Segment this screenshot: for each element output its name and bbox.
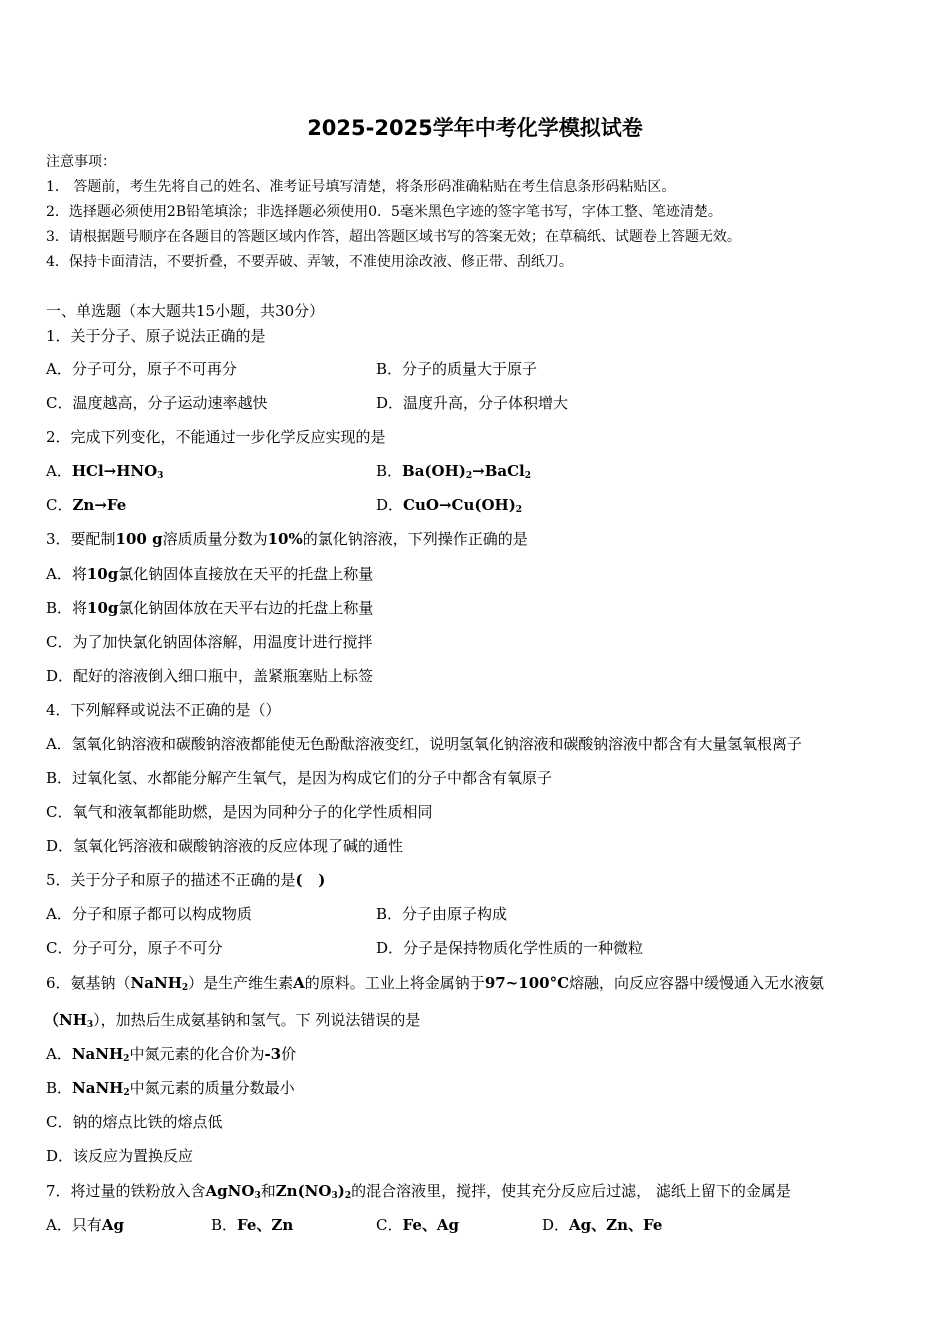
option-value: Ag bbox=[101, 1216, 124, 1234]
option-value: 10g bbox=[86, 565, 119, 583]
q2-option-a bbox=[46, 461, 163, 481]
subscript: 2 bbox=[515, 505, 523, 515]
subscript: 2 bbox=[181, 983, 189, 993]
option-value: Fe、Ag bbox=[402, 1216, 459, 1234]
q5-option-d: D．分子是保持物质化学性质的一种微粒 bbox=[376, 939, 644, 957]
formula: Zn(NO bbox=[275, 1182, 332, 1200]
q4-option-a: A．氢氧化钠溶液和碳酸钠溶液都能使无色酚酞溶液变红，说明氢氧化钠溶液和碳酸钠溶液中都含有大量氢氧根离子 bbox=[46, 735, 802, 753]
q3-option-d: D．配好的溶液倒入细口瓶中，盖紧瓶塞贴上标签 bbox=[46, 667, 374, 685]
subscript: 3 bbox=[157, 471, 164, 481]
section-heading: 一、单选题（本大题共15小题，共30分） bbox=[46, 302, 325, 320]
formula: Zn→Fe bbox=[72, 496, 127, 514]
stem-text: 5．关于分子和原子的描述不正确的是 bbox=[46, 871, 296, 889]
stem-text: 的原料。工业上将金属钠于 bbox=[304, 974, 485, 992]
option-label: B． bbox=[211, 1216, 238, 1234]
formula: NaNH bbox=[71, 1045, 124, 1063]
subscript: 3 bbox=[254, 1191, 261, 1201]
option-text: 氯化钠固体放在天平右边的托盘上称量 bbox=[118, 599, 374, 617]
formula: （NH bbox=[44, 1011, 87, 1029]
stem-text: 溶质质量分数为 bbox=[162, 530, 268, 548]
q7-option-d bbox=[542, 1215, 662, 1235]
subscript: 2 bbox=[123, 1088, 130, 1098]
stem-value: A bbox=[293, 974, 305, 992]
q6-option-c: C．钠的熔点比铁的熔点低 bbox=[46, 1113, 223, 1131]
q5-option-a: A．分子和原子都可以构成物质 bbox=[46, 905, 252, 923]
q6-option-b bbox=[46, 1078, 295, 1098]
q6-option-a bbox=[46, 1044, 296, 1064]
question-3-stem bbox=[46, 529, 528, 549]
notice-heading: 注意事项： bbox=[46, 154, 116, 170]
option-label: D． bbox=[542, 1216, 570, 1234]
page-title: 2025-2025学年中考化学模拟试卷 bbox=[307, 116, 643, 140]
option-value: -3 bbox=[264, 1045, 282, 1063]
option-value: 10g bbox=[87, 599, 119, 617]
option-value: Fe、Zn bbox=[237, 1216, 294, 1234]
q1-option-c: C．温度越高，分子运动速率越快 bbox=[46, 394, 268, 412]
subscript: 2 bbox=[123, 1054, 130, 1064]
stem-text: ）是生产维生素 bbox=[188, 974, 294, 992]
q7-option-a bbox=[46, 1215, 124, 1235]
q5-option-b: B．分子由原子构成 bbox=[376, 905, 508, 923]
subscript: 2 bbox=[344, 1191, 352, 1201]
option-text: B．将 bbox=[46, 599, 88, 617]
q7-option-b bbox=[211, 1215, 293, 1235]
subscript: 3 bbox=[331, 1191, 338, 1201]
q7-option-c bbox=[376, 1215, 459, 1235]
option-label: D． bbox=[376, 496, 404, 514]
option-label: C． bbox=[376, 1216, 403, 1234]
option-label: A． bbox=[46, 1045, 72, 1063]
question-1-stem: 1．关于分子、原子说法正确的是 bbox=[46, 327, 266, 345]
subscript: 3 bbox=[86, 1020, 94, 1030]
formula: ) bbox=[337, 1182, 345, 1200]
question-6-stem-line-2 bbox=[44, 1010, 420, 1030]
option-label: B． bbox=[46, 1079, 73, 1097]
q2-option-b bbox=[376, 461, 531, 481]
q1-option-b: B．分子的质量大于原子 bbox=[376, 360, 538, 378]
option-text: 中氮元素的质量分数最小 bbox=[129, 1079, 295, 1097]
q5-option-c: C．分子可分，原子不可分 bbox=[46, 939, 223, 957]
option-label: C． bbox=[46, 496, 73, 514]
q1-option-d: D．温度升高，分子体积增大 bbox=[376, 394, 569, 412]
formula: AgNO bbox=[205, 1182, 255, 1200]
q4-option-c: C．氧气和液氧都能助燃，是因为同种分子的化学性质相同 bbox=[46, 803, 433, 821]
subscript: 2 bbox=[524, 471, 532, 481]
question-7-stem bbox=[46, 1181, 791, 1201]
q3-option-b bbox=[46, 598, 373, 618]
subscript: 2 bbox=[465, 471, 473, 481]
notice-item-1: 1． 答题前，考生先将自己的姓名、准考证号填写清楚，将条形码准确粘贴在考生信息条形码粘贴区。 bbox=[46, 179, 676, 195]
stem-value: 10% bbox=[267, 530, 303, 548]
q4-option-d: D．氢氧化钙溶液和碳酸钠溶液的反应体现了碱的通性 bbox=[46, 837, 404, 855]
q1-option-a: A．分子可分，原子不可再分 bbox=[46, 360, 237, 378]
notice-item-2: 2．选择题必须使用2B铅笔填涂；非选择题必须使用0．5毫米黑色字迹的签字笔书写，字体工整、笔迹清楚。 bbox=[46, 204, 722, 220]
option-value: Ag、Zn、Fe bbox=[569, 1216, 663, 1234]
question-6-stem-line-1 bbox=[46, 973, 824, 993]
notice-item-4: 4．保持卡面清洁，不要折叠，不要弄破、弄皱，不准使用涂改液、修正带、刮纸刀。 bbox=[46, 254, 573, 270]
answer-blank: ( ) bbox=[295, 871, 326, 889]
option-label: A． bbox=[46, 462, 72, 480]
stem-text: 的混合溶液里，搅拌，使其充分反应后过滤， 滤纸上留下的金属是 bbox=[351, 1182, 791, 1200]
stem-value: 100 g bbox=[115, 530, 163, 548]
stem-text: 的氯化钠溶液，下列操作正确的是 bbox=[302, 530, 528, 548]
stem-text: ），加热后生成氨基钠和氢气。下 列说法错误的是 bbox=[93, 1011, 421, 1029]
notice-item-3: 3．请根据题号顺序在各题目的答题区域内作答，超出答题区域书写的答案无效；在草稿纸、试题卷上答题无效。 bbox=[46, 229, 741, 245]
q3-option-a bbox=[46, 564, 373, 584]
q2-option-d bbox=[376, 495, 522, 515]
stem-value: 97~100°C bbox=[484, 974, 570, 992]
stem-text: 和 bbox=[260, 1182, 276, 1200]
formula: CuO→Cu(OH) bbox=[403, 496, 516, 514]
q2-option-c bbox=[46, 495, 126, 515]
stem-text: 7．将过量的铁粉放入含 bbox=[46, 1182, 206, 1200]
stem-text: 熔融，向反应容器中缓慢通入无水液氨 bbox=[569, 974, 825, 992]
formula: NaNH bbox=[130, 974, 182, 992]
q3-option-c: C．为了加快氯化钠固体溶解，用温度计进行搅拌 bbox=[46, 633, 373, 651]
question-2-stem: 2．完成下列变化，不能通过一步化学反应实现的是 bbox=[46, 428, 386, 446]
question-5-stem bbox=[46, 870, 325, 890]
stem-text: 6．氨基钠（ bbox=[46, 974, 131, 992]
option-text: 价 bbox=[281, 1045, 297, 1063]
question-4-stem: 4．下列解释或说法不正确的是（） bbox=[46, 701, 281, 719]
option-text: A．将 bbox=[46, 565, 87, 583]
q6-option-d: D．该反应为置换反应 bbox=[46, 1147, 194, 1165]
stem-text: 3．要配制 bbox=[46, 530, 116, 548]
formula: →BaCl bbox=[472, 462, 525, 480]
option-text: A．只有 bbox=[46, 1216, 102, 1234]
formula: NaNH bbox=[72, 1079, 124, 1097]
option-text: 氯化钠固体直接放在天平的托盘上称量 bbox=[118, 565, 374, 583]
formula: Ba(OH) bbox=[402, 462, 466, 480]
q4-option-b: B．过氧化氢、水都能分解产生氧气，是因为构成它们的分子中都含有氧原子 bbox=[46, 769, 553, 787]
option-text: 中氮元素的化合价为 bbox=[129, 1045, 265, 1063]
formula: HCl→HNO bbox=[71, 462, 158, 480]
option-label: B． bbox=[376, 462, 403, 480]
